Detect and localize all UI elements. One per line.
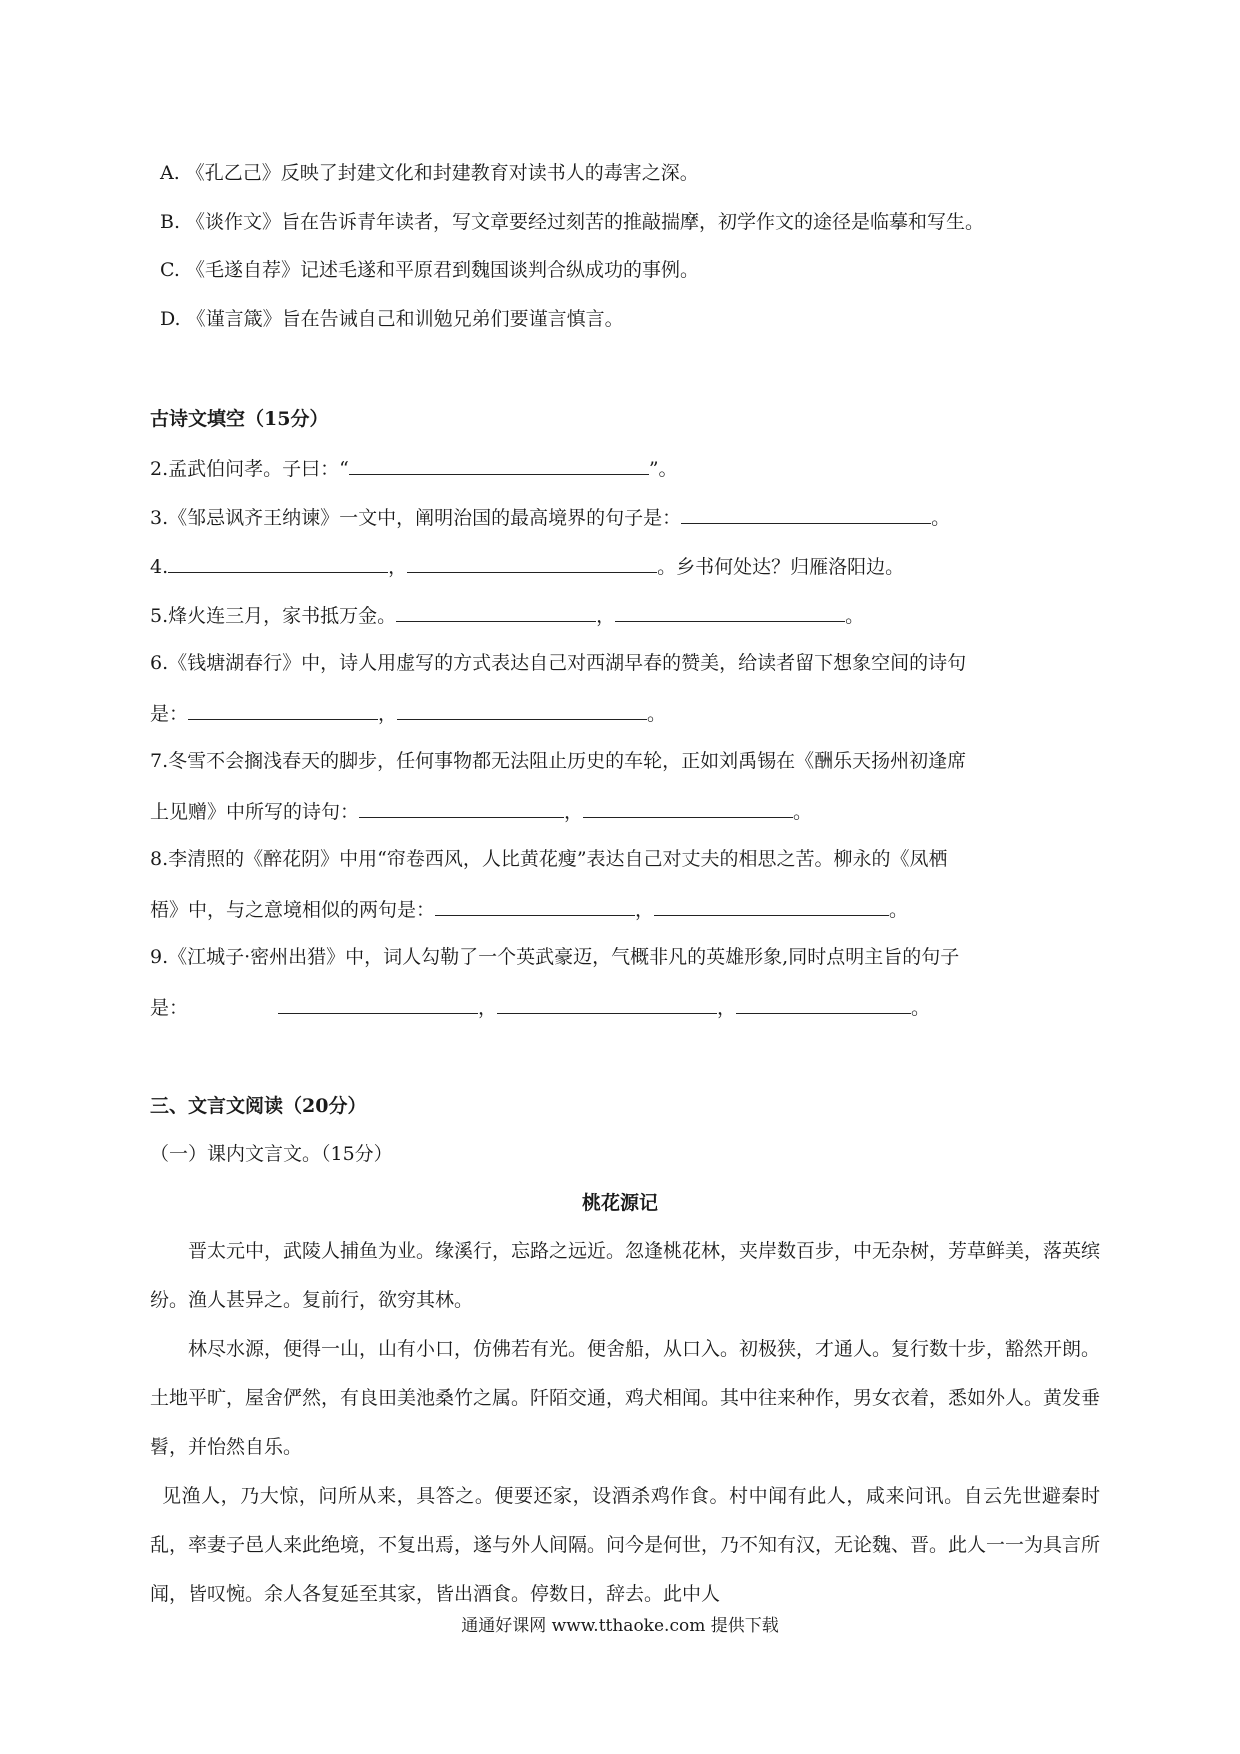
q9-comma-2: ， bbox=[717, 997, 737, 1019]
question-8-line-1: 8.李清照的《醉花阴》中用“帘卷西风，人比黄花瘦”表达自己对丈夫的相思之苦。柳永的《凤栖 bbox=[150, 848, 948, 870]
q7-blank-1[interactable] bbox=[359, 797, 564, 818]
question-5 bbox=[150, 601, 864, 629]
section-heading-classical: 三、文言文阅读（20分） bbox=[150, 1095, 367, 1117]
question-4 bbox=[150, 552, 904, 580]
q2-blank[interactable] bbox=[349, 454, 649, 475]
section-heading-poetry: 古诗文填空（15分） bbox=[150, 408, 329, 430]
q8-end: 。 bbox=[889, 899, 909, 921]
q8-text: 梧》中，与之意境相似的两句是： bbox=[150, 899, 436, 921]
q7-end: 。 bbox=[793, 801, 813, 823]
question-9-line-2 bbox=[150, 993, 930, 1021]
q5-blank-2[interactable] bbox=[615, 601, 845, 622]
q9-blank-2[interactable] bbox=[497, 993, 717, 1014]
footer-text: 通通好课网 www.tthaoke.com 提供下载 bbox=[461, 1616, 779, 1636]
q3-text: 3.《邹忌讽齐王纳谏》一文中，阐明治国的最高境界的句子是： bbox=[150, 507, 682, 529]
q4-text: 。乡书何处达？归雁洛阳边。 bbox=[657, 556, 905, 578]
q6-text: 是： bbox=[150, 703, 189, 725]
q5-blank-1[interactable] bbox=[396, 601, 596, 622]
question-6-line-1: 6.《钱塘湖春行》中，诗人用虚写的方式表达自己对西湖早春的赞美，给读者留下想象空间的诗句 bbox=[150, 652, 967, 674]
q7-text: 上见赠》中所写的诗句： bbox=[150, 801, 360, 823]
q8-comma: ， bbox=[635, 899, 655, 921]
question-8-line-2 bbox=[150, 895, 908, 923]
question-7-line-2 bbox=[150, 797, 812, 825]
q2-end: ”。 bbox=[648, 458, 678, 480]
q2-text: 2.孟武伯问孝。子曰：“ bbox=[150, 458, 349, 480]
option-a: A. 《孔乙己》反映了封建文化和封建教育对读书人的毒害之深。 bbox=[160, 162, 699, 184]
subsection-heading: （一）课内文言文。（15分） bbox=[150, 1143, 393, 1165]
q9-blank-3[interactable] bbox=[736, 993, 911, 1014]
q7-blank-2[interactable] bbox=[583, 797, 793, 818]
q9-end: 。 bbox=[911, 997, 931, 1019]
q4-blank-2[interactable] bbox=[407, 552, 657, 573]
option-b: B. 《谈作文》旨在告诉青年读者，写文章要经过刻苦的推敲揣摩，初学作文的途径是临摹和写生。 bbox=[160, 211, 985, 233]
question-3 bbox=[150, 503, 950, 531]
q6-blank-1[interactable] bbox=[188, 699, 378, 720]
passage-title: 桃花源记 bbox=[581, 1192, 658, 1214]
question-9-line-1: 9.《江城子·密州出猎》中，词人勾勒了一个英武豪迈，气概非凡的英雄形象,同时点明主旨的句子 bbox=[150, 946, 960, 968]
q6-blank-2[interactable] bbox=[397, 699, 647, 720]
option-d: D. 《谨言箴》旨在告诫自己和训勉兄弟们要谨言慎言。 bbox=[160, 308, 624, 330]
q9-text: 是： bbox=[150, 997, 189, 1019]
q9-comma-1: ， bbox=[478, 997, 498, 1019]
question-7-line-1: 7.冬雪不会搁浅春天的脚步，任何事物都无法阻止历史的车轮，正如刘禹锡在《酬乐天扬州初逢席 bbox=[150, 750, 967, 772]
q6-comma: ， bbox=[378, 703, 398, 725]
q8-blank-2[interactable] bbox=[654, 895, 889, 916]
passage-paragraph-3: 见渔人，乃大惊，问所从来，具答之。便要还家，设酒杀鸡作食。村中闻有此人，咸来问讯。自云先世避秦时乱，率妻子邑人来此绝境，不复出焉，遂与外人间隔。问今是何世，乃不知有汉，无论魏、晋。此人一一为具言所闻，皆叹惋。余人各复延至其家，皆出酒食。停数日，辞去。此中人 bbox=[150, 1485, 1101, 1605]
q3-blank[interactable] bbox=[681, 503, 931, 524]
q4-number: 4. bbox=[150, 556, 169, 578]
q4-blank-1[interactable] bbox=[168, 552, 388, 573]
q7-comma: ， bbox=[564, 801, 584, 823]
option-c: C. 《毛遂自荐》记述毛遂和平原君到魏国谈判合纵成功的事例。 bbox=[160, 259, 699, 281]
q8-blank-1[interactable] bbox=[435, 895, 635, 916]
q6-end: 。 bbox=[647, 703, 667, 725]
passage-paragraph-1: 晋太元中，武陵人捕鱼为业。缘溪行，忘路之远近。忽逢桃花林，夹岸数百步，中无杂树，芳草鲜美，落英缤纷。渔人甚异之。复前行，欲穷其林。 bbox=[150, 1240, 1101, 1311]
q3-end: 。 bbox=[931, 507, 951, 529]
question-6-line-2 bbox=[150, 699, 666, 727]
question-2 bbox=[150, 454, 678, 482]
q5-comma: ， bbox=[596, 605, 616, 627]
q5-text: 5.烽火连三月，家书抵万金。 bbox=[150, 605, 397, 627]
q9-blank-1[interactable] bbox=[278, 993, 478, 1014]
passage-paragraph-2: 林尽水源，便得一山，山有小口，仿佛若有光。便舍船，从口入。初极狭，才通人。复行数十步，豁然开朗。土地平旷，屋舍俨然，有良田美池桑竹之属。阡陌交通，鸡犬相闻。其中往来种作，男女衣着，悉如外人。黄发垂髫，并怡然自乐。 bbox=[150, 1338, 1101, 1458]
q4-comma: ， bbox=[388, 556, 408, 578]
q5-end: 。 bbox=[845, 605, 865, 627]
